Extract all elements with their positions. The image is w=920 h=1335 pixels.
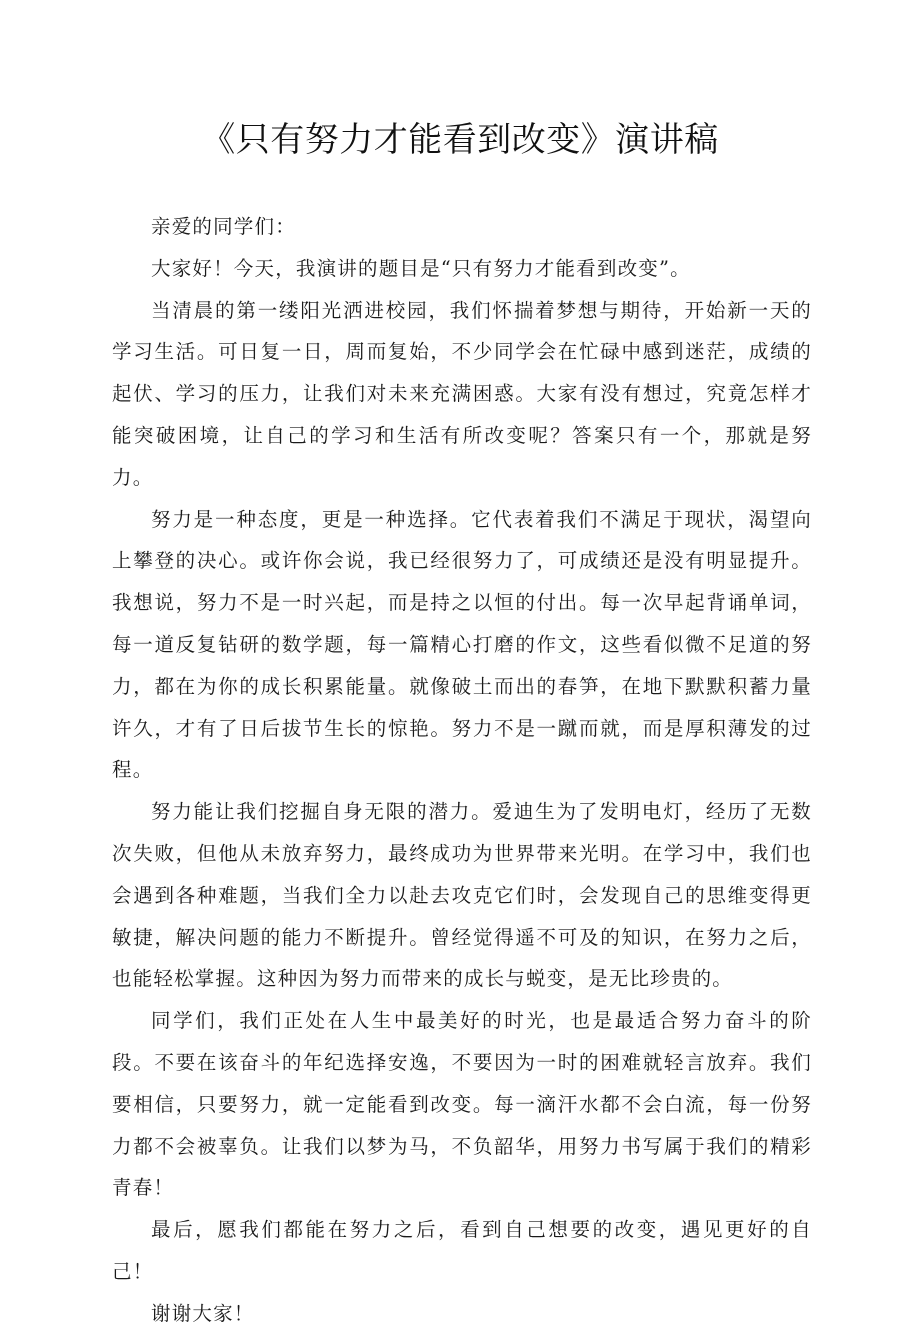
paragraph-closing-wish: 最后，愿我们都能在努力之后，看到自己想要的改变，遇见更好的自己！	[112, 1218, 812, 1283]
paragraph-effort-attitude: 努力是一种态度，更是一种选择。它代表着我们不满足于现状，渴望向上攀登的决心。或许你会说，我已经很努力了，可成绩还是没有明显提升。我想说，努力不是一时兴起，而是持之以恒的付出。每一次早起背诵单词，每一道反复钻研的数学题，每一篇精心打磨的作文，这些看似微不足道的努力，都在为你的成长积累能量。就像破土而出的春笋，在地下默默积蓄力量许久，才有了日后拔节生长的惊艳。努力不是一蹴而就，而是厚积薄发的过程。	[112, 507, 812, 782]
paragraph-salutation: 亲爱的同学们：	[151, 215, 296, 238]
paragraph-call-to-action: 同学们，我们正处在人生中最美好的时光，也是最适合努力奋斗的阶段。不要在该奋斗的年纪选择安逸，不要因为一时的困难就轻言放弃。我们要相信，只要努力，就一定能看到改变。每一滴汗水都不会白流，每一份努力都不会被辜负。让我们以梦为马，不负韶华，用努力书写属于我们的精彩青春！	[112, 1009, 812, 1200]
paragraph-effort-potential: 努力能让我们挖掘自身无限的潜力。爱迪生为了发明电灯，经历了无数次失败，但他从未放弃努力，最终成功为世界带来光明。在学习中，我们也会遇到各种难题，当我们全力以赴去攻克它们时，会发现自己的思维变得更敏捷，解决问题的能力不断提升。曾经觉得遥不可及的知识，在努力之后，也能轻松掌握。这种因为努力而带来的成长与蜕变，是无比珍贵的。	[112, 800, 812, 991]
paragraph-intro: 当清晨的第一缕阳光洒进校园，我们怀揣着梦想与期待，开始新一天的学习生活。可日复一日，周而复始，不少同学会在忙碌中感到迷茫，成绩的起伏、学习的压力，让我们对未来充满困惑。大家有没有想过，究竟怎样才能突破困境，让自己的学习和生活有所改变呢？答案只有一个，那就是努力。	[112, 298, 812, 489]
paragraph-thanks: 谢谢大家！	[151, 1301, 255, 1325]
document-body	[112, 206, 812, 1335]
paragraph-greeting: 大家好！今天，我演讲的题目是“只有努力才能看到改变”。	[151, 256, 691, 280]
document-title: 《只有努力才能看到改变》演讲稿	[201, 120, 719, 160]
